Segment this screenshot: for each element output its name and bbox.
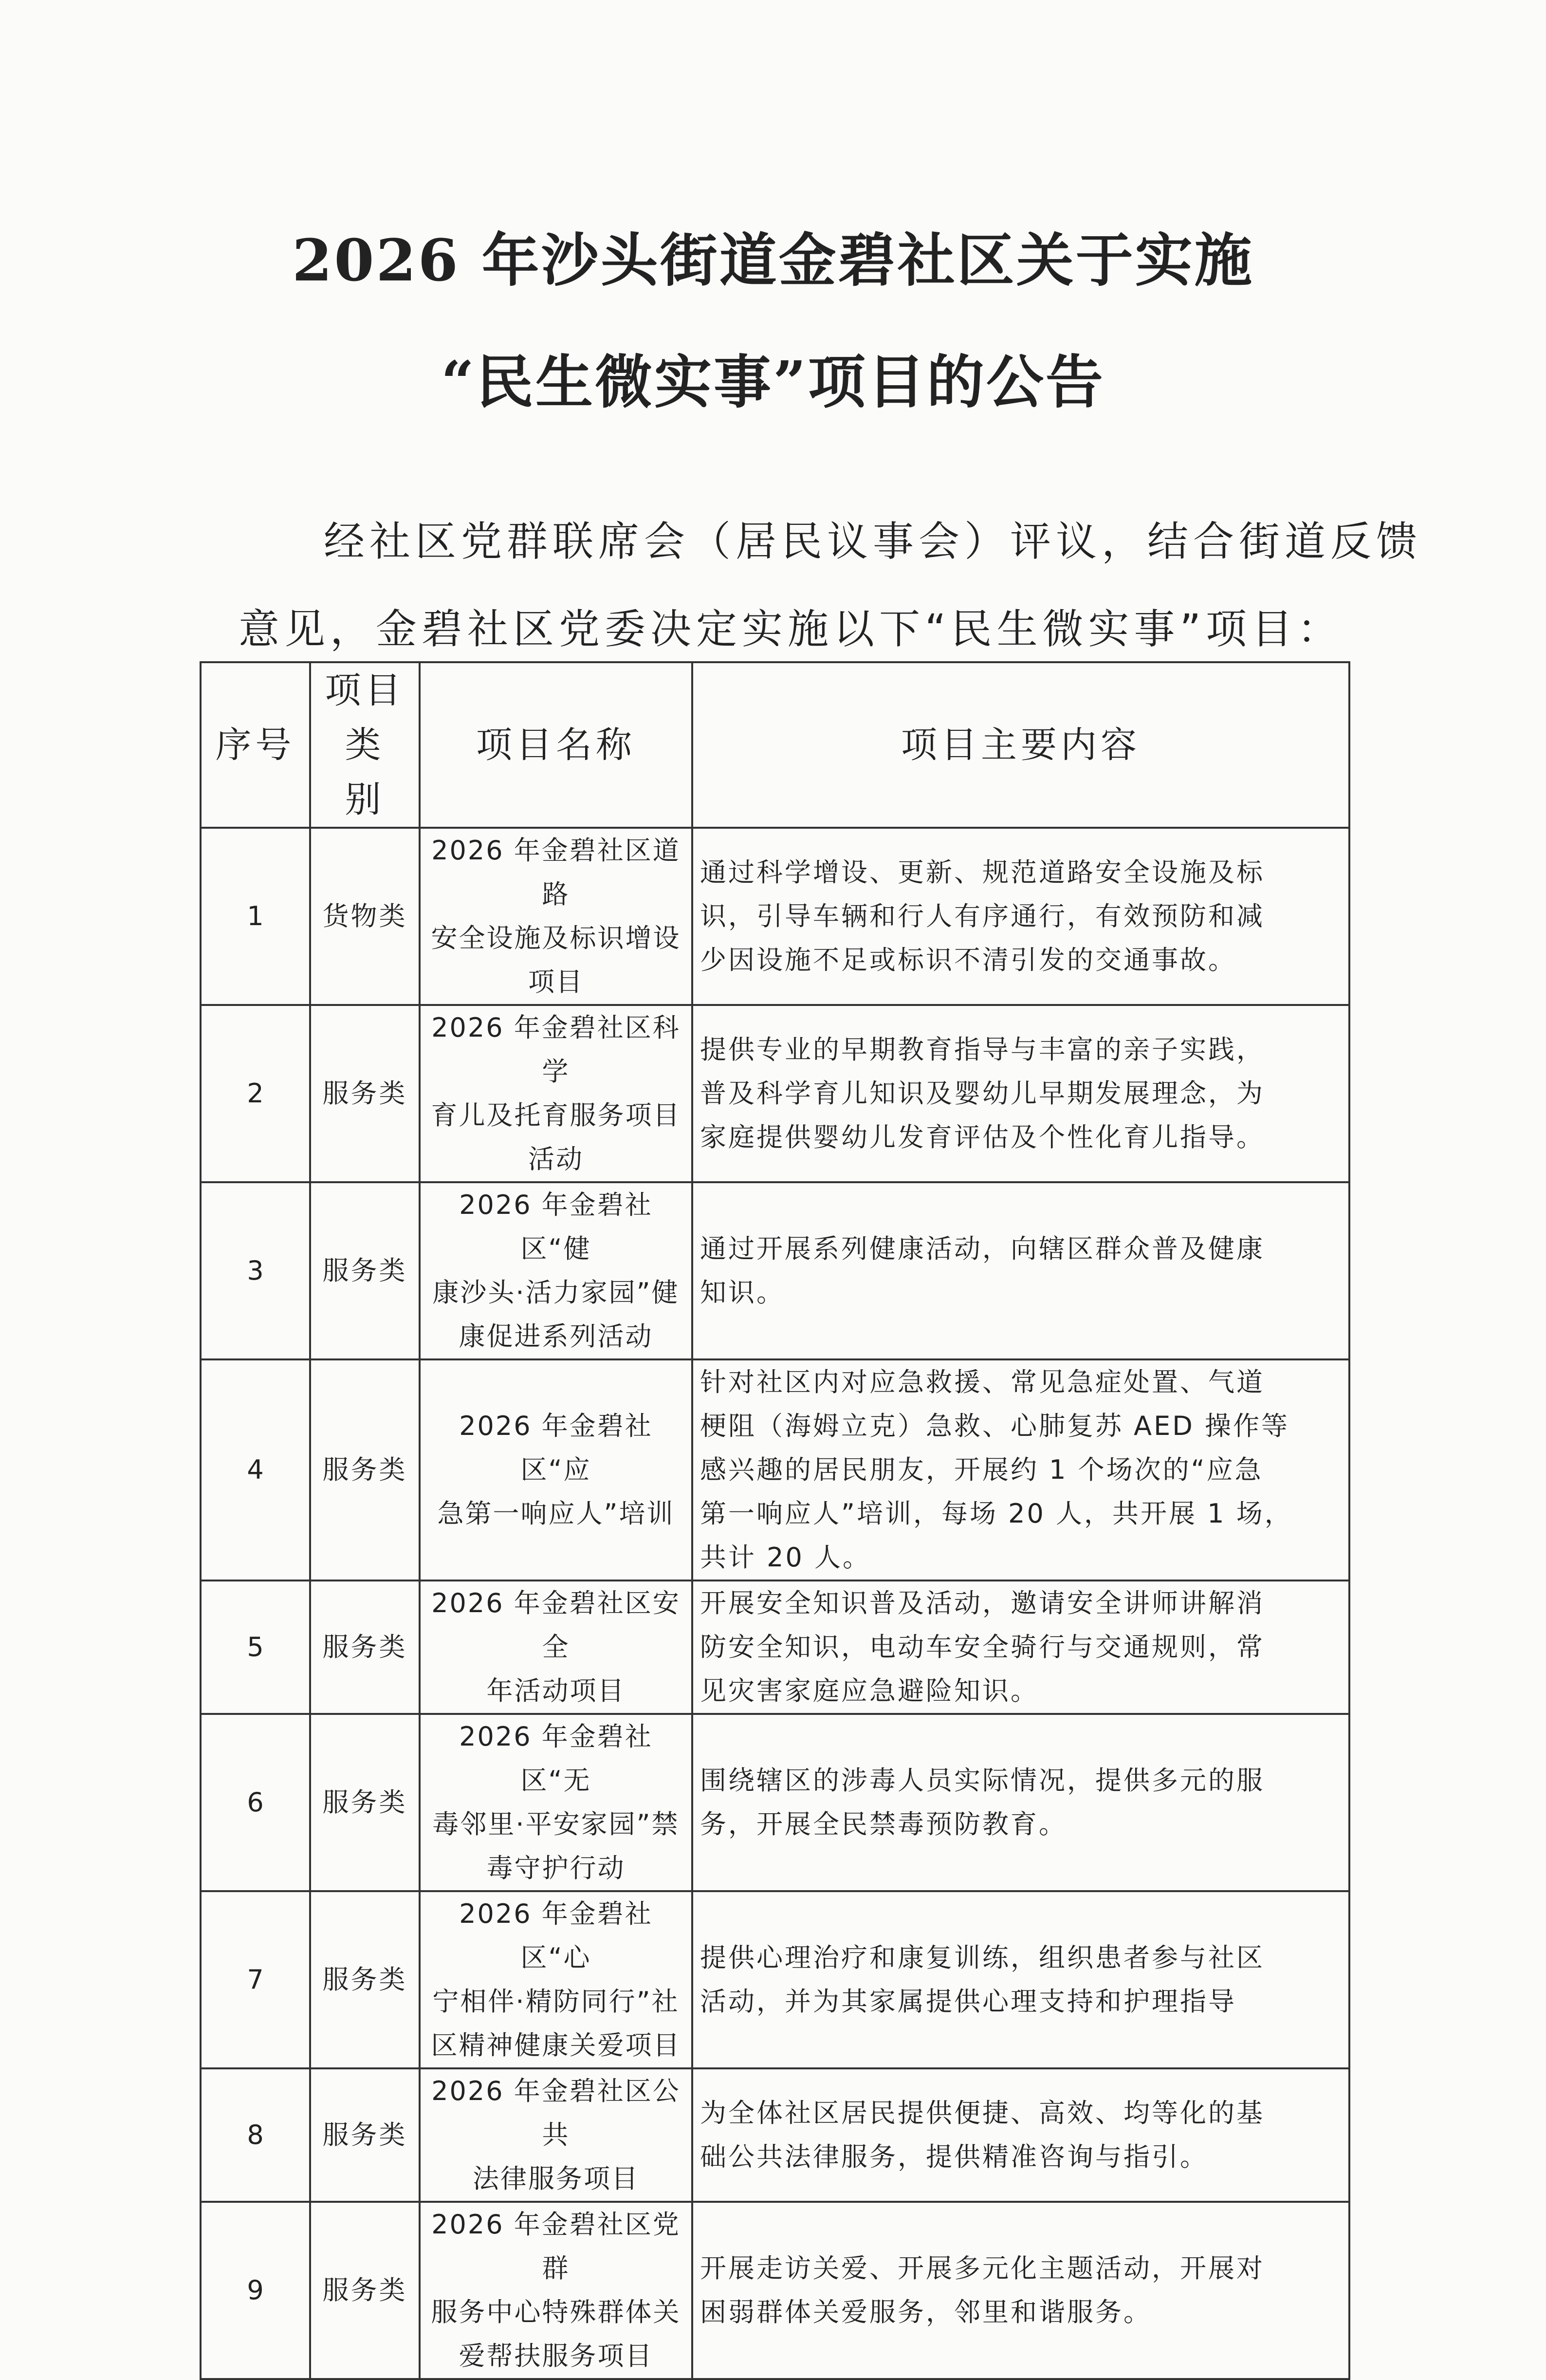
row-category: 货物类 (322, 901, 407, 931)
row-content-line: 开展安全知识普及活动，邀请安全讲师讲解消 (700, 1588, 1265, 1618)
row-name-line: 育儿及托育服务项目 (431, 1100, 681, 1131)
row-content-cell (692, 1182, 1349, 1359)
row-category: 服务类 (322, 1255, 407, 1286)
header-category-line-2: 别 (345, 779, 385, 820)
row-name-line: 项目 (528, 967, 584, 997)
row-content-cell (692, 828, 1349, 1005)
row-content-line: 第一响应人”培训，每场 20 人，共开展 1 场， (700, 1498, 1293, 1529)
row-seq: 2 (247, 1078, 264, 1109)
row-seq: 6 (247, 1787, 264, 1818)
row-content-cell (692, 1005, 1349, 1182)
row-seq-cell (201, 1714, 310, 1891)
row-seq: 9 (247, 2275, 264, 2306)
row-name-line: 毒守护行动 (486, 1853, 626, 1883)
row-name-line: 2026 年金碧社区科学 (431, 1012, 681, 1087)
table-row (201, 1182, 1349, 1359)
project-table (200, 661, 1350, 2380)
row-content-line: 提供专业的早期教育指导与丰富的亲子实践， (700, 1034, 1265, 1065)
row-category-cell (310, 2068, 420, 2202)
row-name-line: 毒邻里·平安家园”禁 (432, 1809, 680, 1840)
table-row (201, 1714, 1349, 1891)
row-name-line: 服务中心特殊群体关 (431, 2297, 681, 2327)
row-content-line: 共计 20 人。 (700, 1542, 871, 1573)
table-row (201, 2202, 1349, 2379)
row-name-cell (420, 828, 692, 1005)
row-content-cell (692, 1714, 1349, 1891)
row-seq: 4 (247, 1454, 264, 1485)
row-category: 服务类 (322, 1454, 407, 1485)
row-content-line: 通过科学增设、更新、规范道路安全设施及标 (700, 857, 1265, 888)
row-seq-cell (201, 2068, 310, 2202)
row-name-cell (420, 1359, 692, 1580)
row-name-cell (420, 1182, 692, 1359)
row-seq: 5 (247, 1632, 264, 1662)
table-header-row (201, 662, 1349, 828)
row-content-line: 为全体社区居民提供便捷、高效、均等化的基 (700, 2098, 1265, 2128)
header-seq: 序号 (201, 662, 310, 828)
row-content-line: 困弱群体关爱服务，邻里和谐服务。 (700, 2297, 1152, 2327)
table-row (201, 1359, 1349, 1580)
row-name-line: 急第一响应人”培训 (437, 1498, 675, 1529)
row-content-line: 提供心理治疗和康复训练，组织患者参与社区 (700, 1942, 1265, 1973)
row-content-cell (692, 2068, 1349, 2202)
row-name-line: 2026 年金碧社区安全 (431, 1588, 681, 1662)
row-name-cell (420, 2068, 692, 2202)
row-content-line: 家庭提供婴幼儿发育评估及个性化育儿指导。 (700, 1122, 1265, 1153)
row-name-line: 康沙头·活力家园”健 (432, 1277, 680, 1308)
row-seq: 1 (247, 901, 264, 931)
row-seq-cell (201, 1005, 310, 1182)
row-name-line: 区精神健康关爱项目 (431, 2030, 681, 2061)
row-name-line: 康促进系列活动 (459, 1321, 653, 1352)
row-content-line: 知识。 (700, 1277, 785, 1308)
row-content-line: 见灾害家庭应急避险知识。 (700, 1675, 1039, 1706)
row-category-cell (310, 1182, 420, 1359)
table-row (201, 1891, 1349, 2068)
row-category-cell (310, 1005, 420, 1182)
row-name-line: 宁相伴·精防同行”社 (432, 1986, 680, 2017)
row-name-line: 2026 年金碧社区道路 (431, 835, 681, 910)
row-name-cell (420, 1005, 692, 1182)
table-row (201, 2068, 1349, 2202)
table-row (201, 828, 1349, 1005)
row-name-line: 活动 (528, 1144, 584, 1174)
row-seq: 8 (247, 2120, 264, 2150)
row-category-cell (310, 1580, 420, 1714)
row-name-line: 2026 年金碧社区“应 (459, 1411, 653, 1485)
intro-line-2: 意见，金碧社区党委决定实施以下“民生微实事”项目： (239, 605, 1344, 653)
row-category: 服务类 (322, 1787, 407, 1818)
row-content-line: 活动，并为其家属提供心理支持和护理指导 (700, 1986, 1236, 2017)
title-line-1: 2026 年沙头街道金碧社区关于实施 (292, 226, 1254, 294)
header-name: 项目名称 (420, 662, 692, 828)
row-category-cell (310, 2202, 420, 2379)
intro-line-1: 经社区党群联席会（居民议事会）评议，结合街道反馈 (324, 518, 1422, 565)
title-line-2: “民生微实事”项目的公告 (441, 348, 1105, 416)
row-content-line: 识，引导车辆和行人有序通行，有效预防和减 (700, 901, 1265, 931)
row-seq-cell (201, 1359, 310, 1580)
row-name-line: 爱帮扶服务项目 (459, 2341, 653, 2371)
row-category: 服务类 (322, 1078, 407, 1109)
row-category-cell (310, 1359, 420, 1580)
row-name-line: 2026 年金碧社区党群 (431, 2209, 681, 2284)
row-content-cell (692, 1580, 1349, 1714)
row-content-line: 少因设施不足或标识不清引发的交通事故。 (700, 945, 1236, 975)
row-content-line: 防安全知识，电动车安全骑行与交通规则，常 (700, 1632, 1265, 1662)
row-category-cell (310, 828, 420, 1005)
row-category: 服务类 (322, 2120, 407, 2150)
row-content-line: 开展走访关爱、开展多元化主题活动，开展对 (700, 2253, 1265, 2284)
row-content-line: 针对社区内对应急救援、常见急症处置、气道 (700, 1367, 1265, 1397)
row-content-line: 围绕辖区的涉毒人员实际情况，提供多元的服 (700, 1765, 1265, 1796)
row-seq: 3 (247, 1255, 264, 1286)
row-content-line: 础公共法律服务，提供精准咨询与指引。 (700, 2141, 1208, 2172)
row-content-cell (692, 1891, 1349, 2068)
row-name-cell (420, 2202, 692, 2379)
row-content-cell (692, 2202, 1349, 2379)
row-content-cell (692, 1359, 1349, 1580)
row-category: 服务类 (322, 2275, 407, 2306)
row-name-line: 年活动项目 (486, 1675, 626, 1706)
row-name-line: 2026 年金碧社区“健 (459, 1190, 653, 1264)
row-category: 服务类 (322, 1632, 407, 1662)
row-category-cell (310, 1714, 420, 1891)
row-name-line: 2026 年金碧社区公共 (431, 2076, 681, 2150)
row-name-line: 安全设施及标识增设 (431, 923, 681, 953)
row-seq-cell (201, 1182, 310, 1359)
row-content-line: 感兴趣的居民朋友，开展约 1 个场次的“应急 (700, 1454, 1263, 1485)
table-row (201, 1580, 1349, 1714)
row-content-line: 务，开展全民禁毒预防教育。 (700, 1809, 1067, 1840)
row-seq-cell (201, 2202, 310, 2379)
table-row (201, 1005, 1349, 1182)
header-content: 项目主要内容 (692, 662, 1349, 828)
header-category-line-1: 项目类 (325, 669, 405, 766)
row-content-line: 普及科学育儿知识及婴幼儿早期发展理念，为 (700, 1078, 1265, 1109)
row-content-line: 通过开展系列健康活动，向辖区群众普及健康 (700, 1233, 1265, 1264)
row-seq: 7 (247, 1964, 264, 1995)
row-name-cell (420, 1891, 692, 2068)
row-seq-cell (201, 1580, 310, 1714)
header-category (310, 662, 420, 828)
row-name-line: 法律服务项目 (473, 2163, 639, 2194)
row-seq-cell (201, 828, 310, 1005)
row-name-line: 2026 年金碧社区“心 (459, 1898, 653, 1973)
row-name-line: 2026 年金碧社区“无 (459, 1721, 653, 1796)
row-name-cell (420, 1714, 692, 1891)
row-category: 服务类 (322, 1964, 407, 1995)
row-seq-cell (201, 1891, 310, 2068)
row-content-line: 梗阻（海姆立克）急救、心肺复苏 AED 操作等 (700, 1411, 1289, 1441)
row-name-cell (420, 1580, 692, 1714)
row-category-cell (310, 1891, 420, 2068)
